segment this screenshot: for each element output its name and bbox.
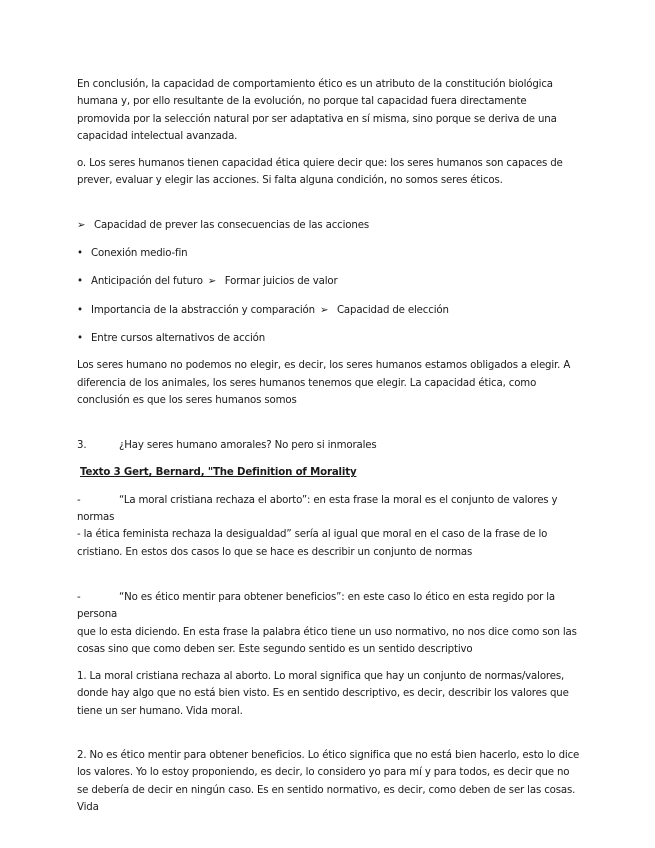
list-item-abstraccion	[77, 302, 582, 319]
bullet-icon: •	[77, 304, 83, 316]
list-item-anticipacion	[77, 273, 582, 290]
bullet-icon: •	[77, 276, 83, 288]
arrow-bullet-icon: ➢	[77, 219, 86, 231]
paragraph-ethical-capacity: o. Los seres humanos tienen capacidad ética quiere decir que: los seres humanos son capaces de prever, evaluar y elegir las acciones. Si falta alguna condición, no somos seres éticos.	[77, 158, 563, 187]
dash-marker: -	[77, 494, 81, 506]
dash-item-text: “No es ético mentir para obtener beneficios”: en este caso lo ético en esta regido por la persona	[77, 591, 555, 621]
numbered-paragraph-1: 1. La moral cristiana rechaza al aborto. Lo moral significa que hay un conjunto de normas/valores, donde hay algo que no está bien visto. Es en sentido descriptivo, es decir, describir los valores que tiene un ser humano. Vida moral.	[77, 671, 569, 717]
list-item-label: Conexión medio-fin	[91, 248, 188, 260]
dash-item-continuation: que lo esta diciendo. En esta frase la palabra ético tiene un uso normativo, no nos dice como son las cosas sino que como deben ser. Este segundo sentido es un sentido descriptivo	[77, 626, 577, 655]
dash-item-no-etico	[77, 589, 582, 658]
list-item-label: Capacidad de elección	[336, 304, 449, 316]
dash-item-continuation: - la ética feminista rechaza la desigualdad” sería al igual que moral en el caso de la frase de lo cristiano. En estos dos casos lo que se hace es describir un conjunto de normas	[77, 529, 548, 558]
question-text: ¿Hay seres humano amorales? No pero si inmorales	[119, 440, 377, 452]
dash-item-moral-cristiana	[77, 492, 582, 561]
dash-marker: -	[77, 591, 81, 603]
arrow-bullet-icon: ➢	[207, 276, 217, 288]
paragraph-conclusion: En conclusión, la capacidad de comportamiento ético es un atributo de la constitución biológica humana y, por ello resultante de la evolución, no porque tal capacidad fuera directamente promovida por la selección natural por ser adaptativa en sí misma, sino porque se deriva de una capacidad intelectual avanzada.	[77, 79, 557, 142]
list-item-prever	[77, 217, 582, 234]
paragraph-elegir: Los seres humano no podemos no elegir, es decir, los seres humanos estamos obligados a elegir. A diferencia de los animales, los seres humanos tenemos que elegir. La capacidad ética, como conclusión es que los seres humanos somos	[77, 360, 571, 406]
dash-item-text: “La moral cristiana rechaza el aborto”: en esta frase la moral es el conjunto de valores y normas	[77, 494, 558, 524]
dash-item-first-line	[77, 589, 582, 624]
dash-item-first-line	[77, 492, 582, 527]
list-item-label: Importancia de la abstracción y comparación	[91, 304, 315, 316]
document-page	[77, 76, 582, 816]
bullet-icon: •	[77, 248, 83, 260]
arrow-bullet-icon: ➢	[319, 304, 329, 316]
numbered-paragraph-2: 2. No es ético mentir para obtener beneficios. Lo ético significa que no está bien hacerlo, esto lo dice los valores. Yo lo estoy proponiendo, es decir, lo considero yo para mí y para todos, es decir que no se debería de decir en ningún caso. Es en sentido normativo, es decir, como deben de ser las cosas. Vida	[77, 750, 580, 813]
list-item-label: Formar juicios de valor	[224, 276, 338, 288]
question-number: 3.	[77, 440, 87, 452]
list-item-cursos	[77, 330, 582, 347]
list-item-label: Anticipación del futuro	[91, 276, 203, 288]
list-item-label: Entre cursos alternativos de acción	[91, 332, 266, 344]
section-heading: Texto 3 Gert, Bernard, "The Definition of Morality	[80, 467, 357, 479]
question-line	[77, 437, 582, 454]
list-item-conexion	[77, 245, 582, 262]
bullet-icon: •	[77, 332, 83, 344]
list-item-label: Capacidad de prever las consecuencias de las acciones	[94, 219, 369, 231]
